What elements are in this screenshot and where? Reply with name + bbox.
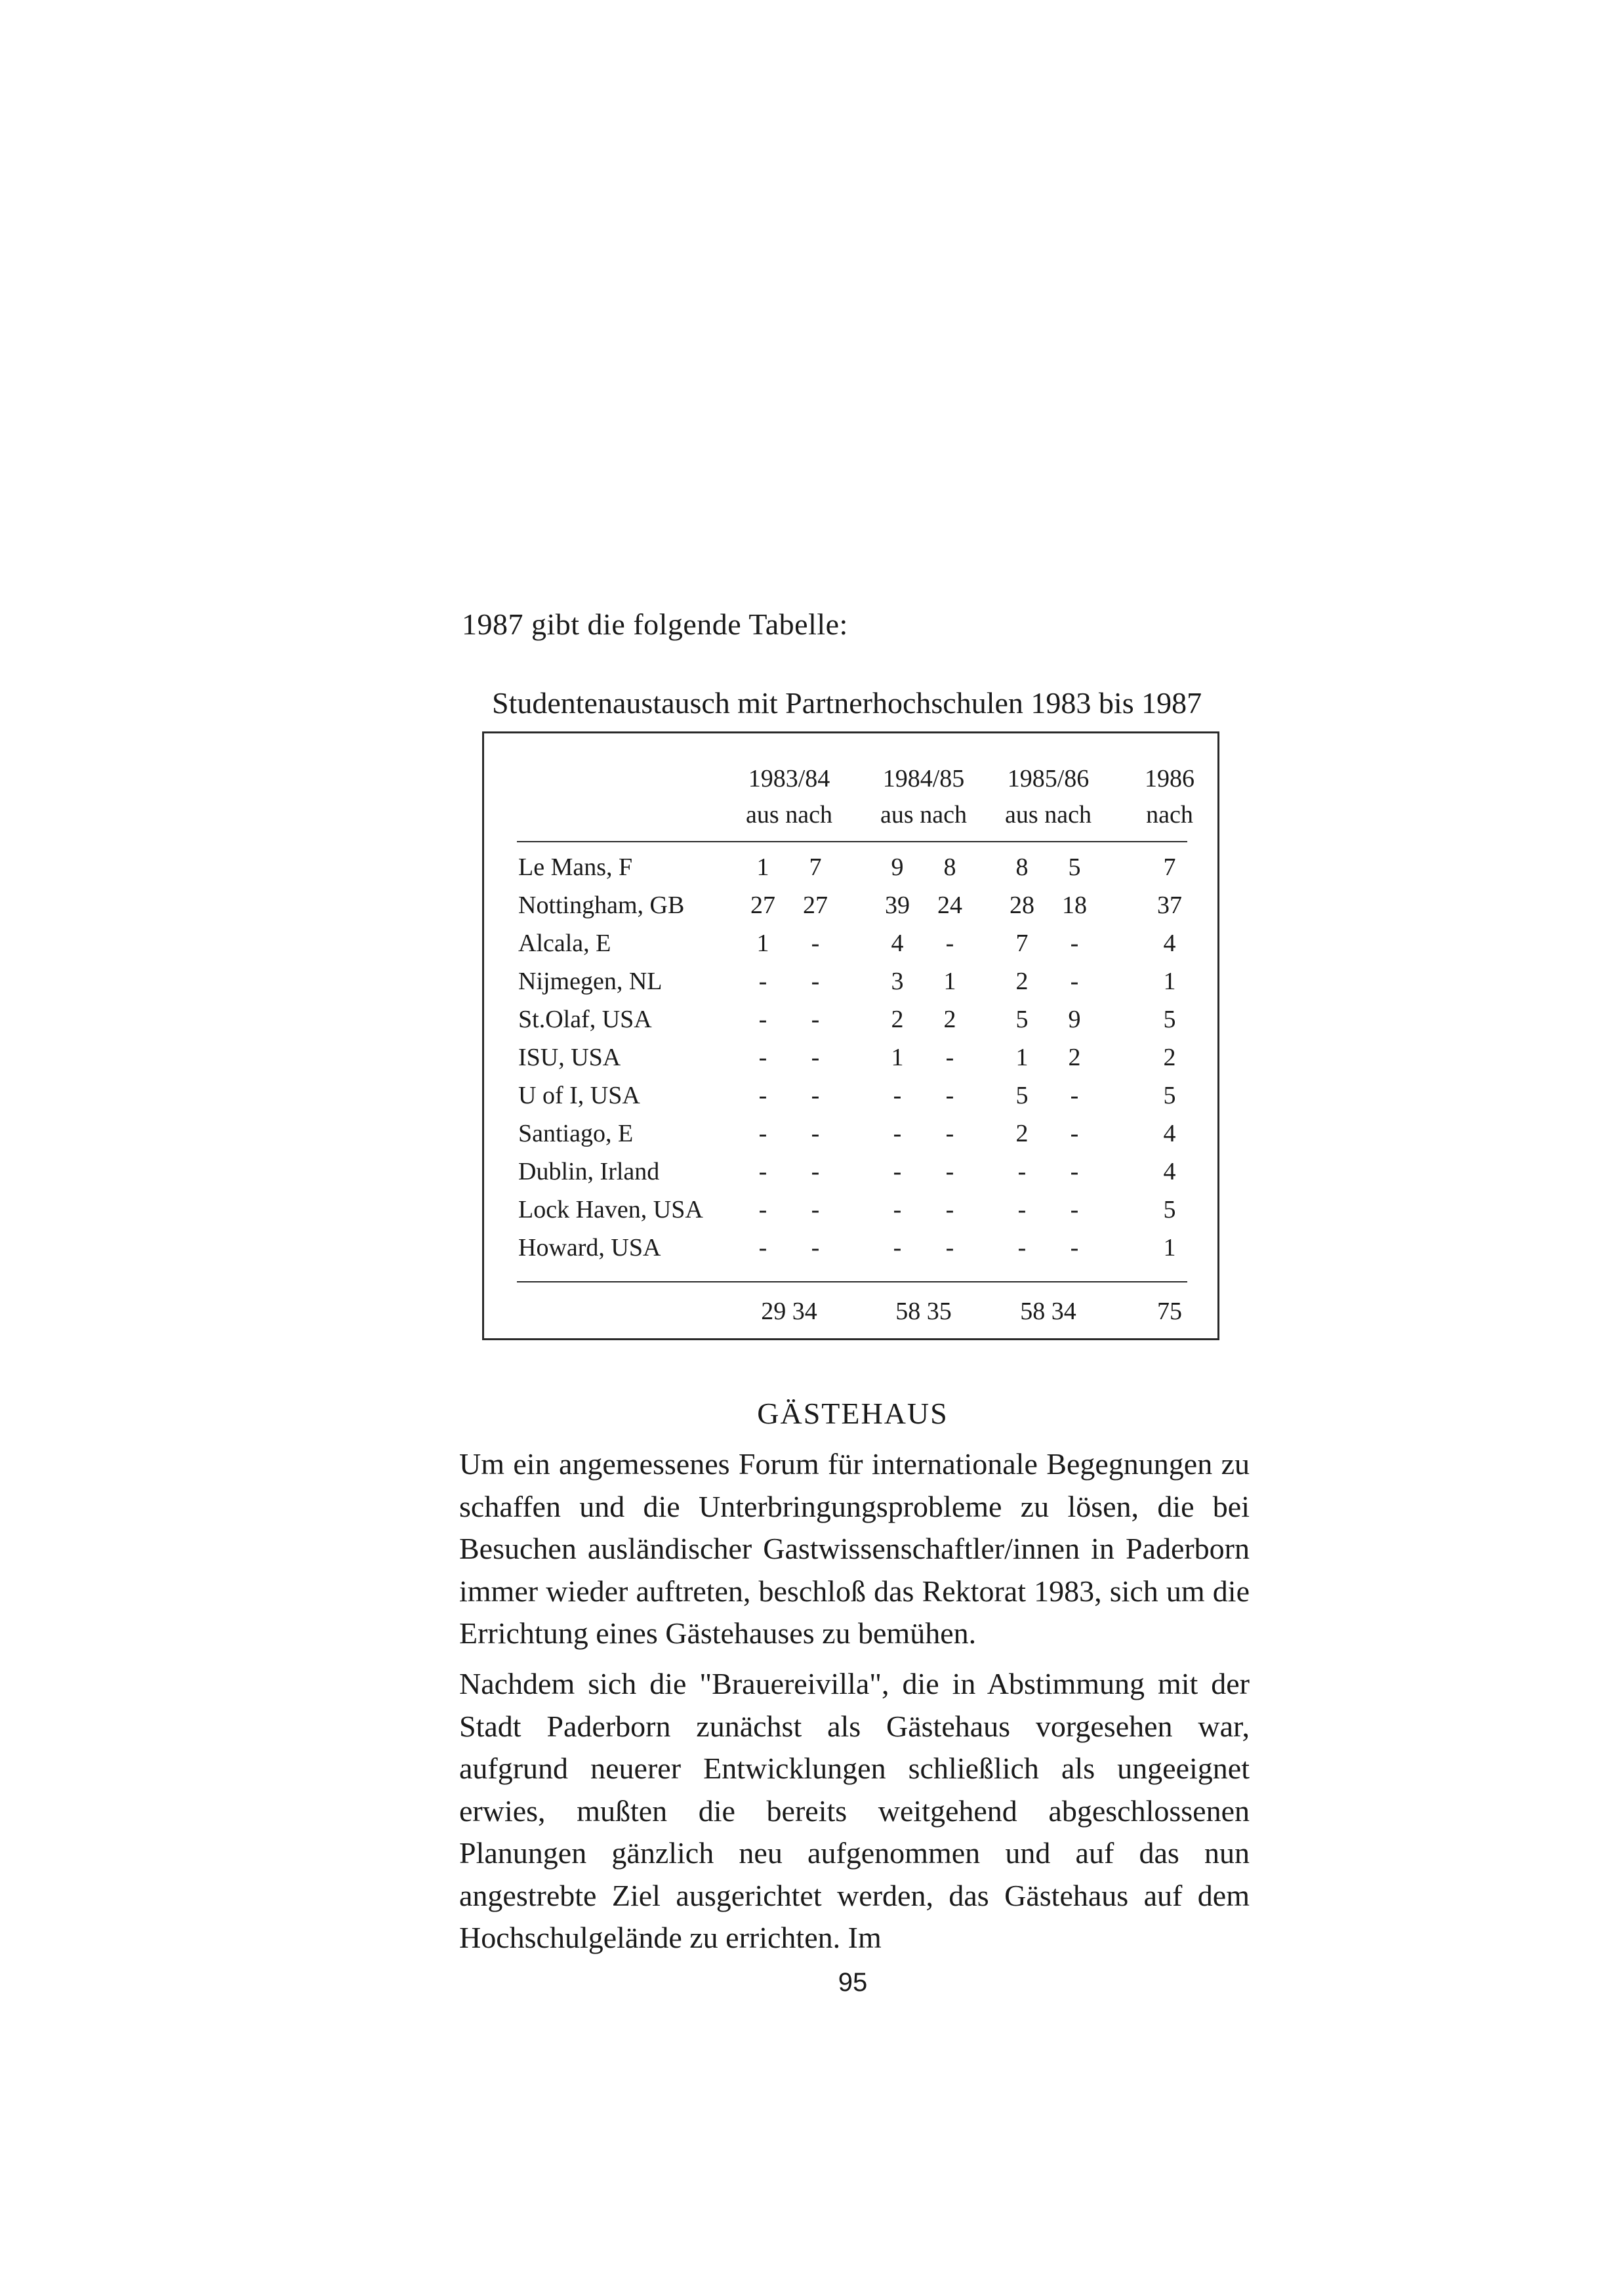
row-value: - xyxy=(893,1196,902,1223)
row-value: - xyxy=(1070,1082,1079,1109)
row-value: - xyxy=(945,930,954,957)
row-value: - xyxy=(1070,968,1079,995)
row-label: Nijmegen, NL xyxy=(518,968,663,995)
row-value: - xyxy=(758,1196,767,1223)
sub-header-1985: aus nach xyxy=(1005,801,1092,829)
row-value: - xyxy=(758,968,767,995)
row-value: - xyxy=(811,968,820,995)
year-header-1983: 1983/84 xyxy=(748,765,830,792)
intro-line: 1987 gibt die folgende Tabelle: xyxy=(462,607,848,641)
row-value: - xyxy=(945,1196,954,1223)
row-value: 4 xyxy=(1163,1120,1176,1147)
row-value: - xyxy=(1070,1120,1079,1147)
row-value: 5 xyxy=(1068,853,1081,881)
row-value: 5 xyxy=(1015,1082,1029,1109)
row-value: 28 xyxy=(1010,892,1034,919)
row-value: 2 xyxy=(1068,1044,1081,1071)
row-value: 7 xyxy=(809,853,822,881)
row-value: - xyxy=(758,1082,767,1109)
row-value: - xyxy=(945,1234,954,1261)
row-value: 18 xyxy=(1062,892,1087,919)
row-value: - xyxy=(811,930,820,957)
row-value: - xyxy=(1017,1196,1027,1223)
row-value: - xyxy=(811,1082,820,1109)
page-number: 95 xyxy=(838,1968,868,1997)
row-value: - xyxy=(945,1158,954,1185)
row-value: - xyxy=(893,1234,902,1261)
row-value: 5 xyxy=(1163,1196,1176,1223)
total-1986: 75 xyxy=(1157,1298,1182,1325)
paragraph-1: Um ein angemessenes Forum für internationale Begegnungen zu schaffen und die Unterbringungsprobleme zu lösen, die bei Besuchen ausländischer Gastwissenschaftler/innen in Paderborn immer wieder auftreten, beschloß das Rektorat 1983, sich um die Errichtung eines Gästehauses zu bemühen. xyxy=(459,1447,1250,1650)
year-header-1986: 1986 xyxy=(1145,765,1194,792)
row-label: Santiago, E xyxy=(518,1120,634,1147)
year-header-1985: 1985/86 xyxy=(1007,765,1090,792)
row-value: - xyxy=(758,1234,767,1261)
row-value: 8 xyxy=(1015,853,1029,881)
exchange-table-grid xyxy=(484,733,1217,1338)
row-value: 5 xyxy=(1163,1082,1176,1109)
row-value: 5 xyxy=(1015,1006,1029,1033)
row-label: Howard, USA xyxy=(518,1234,661,1261)
row-value: - xyxy=(1017,1158,1027,1185)
row-value: 27 xyxy=(803,892,828,919)
row-label: St.Olaf, USA xyxy=(518,1006,652,1033)
row-value: 4 xyxy=(1163,930,1176,957)
row-label: Dublin, Irland xyxy=(518,1158,660,1185)
row-value: - xyxy=(811,1120,820,1147)
row-value: - xyxy=(1070,1158,1079,1185)
sub-header-1986: nach xyxy=(1146,801,1193,829)
row-value: 2 xyxy=(943,1006,956,1033)
row-value: - xyxy=(811,1006,820,1033)
row-label: ISU, USA xyxy=(518,1044,621,1071)
row-value: 8 xyxy=(943,853,956,881)
row-value: 5 xyxy=(1163,1006,1176,1033)
row-value: - xyxy=(758,1006,767,1033)
section-heading: GÄSTEHAUS xyxy=(757,1397,949,1430)
row-value: - xyxy=(893,1158,902,1185)
row-value: 4 xyxy=(1163,1158,1176,1185)
row-value: 1 xyxy=(756,930,769,957)
row-value: 1 xyxy=(1015,1044,1029,1071)
header-rule xyxy=(517,841,1187,842)
row-value: - xyxy=(1017,1234,1027,1261)
row-value: - xyxy=(945,1120,954,1147)
row-value: - xyxy=(1070,1234,1079,1261)
row-label: Alcala, E xyxy=(518,930,611,957)
row-value: 2 xyxy=(891,1006,904,1033)
row-value: 27 xyxy=(750,892,775,919)
row-value: 1 xyxy=(756,853,769,881)
row-value: - xyxy=(811,1158,820,1185)
row-value: 7 xyxy=(1163,853,1176,881)
row-value: 2 xyxy=(1015,968,1029,995)
row-value: 1 xyxy=(1163,1234,1176,1261)
paragraph-2: Nachdem sich die "Brauereivilla", die in Abstimmung mit der Stadt Paderborn zunächst als Gästehaus vorgesehen war, aufgrund neuerer Entwicklungen schließlich als ungeeignet erwies, mußten die bereits weitgehend abgeschlossenen Planungen gänzlich neu aufgenommen und auf das nun angestrebte Ziel ausgerichtet werden, das Gästehaus auf dem Hochschulgelände zu errichten. Im xyxy=(459,1667,1250,1954)
row-value: - xyxy=(811,1044,820,1071)
row-value: 9 xyxy=(891,853,904,881)
sub-header-1983: aus nach xyxy=(746,801,832,829)
total-1984: 58 35 xyxy=(895,1298,952,1325)
row-value: - xyxy=(811,1196,820,1223)
row-value: - xyxy=(945,1082,954,1109)
row-value: 1 xyxy=(1163,968,1176,995)
row-value: - xyxy=(758,1044,767,1071)
row-value: - xyxy=(1070,1196,1079,1223)
row-value: 24 xyxy=(937,892,962,919)
row-value: 1 xyxy=(943,968,956,995)
row-value: - xyxy=(945,1044,954,1071)
row-value: - xyxy=(893,1120,902,1147)
row-value: - xyxy=(758,1120,767,1147)
row-value: 3 xyxy=(891,968,904,995)
row-label: Lock Haven, USA xyxy=(518,1196,703,1223)
row-label: U of I, USA xyxy=(518,1082,640,1109)
row-value: - xyxy=(1070,930,1079,957)
totals-rule xyxy=(517,1281,1187,1282)
row-value: 7 xyxy=(1015,930,1029,957)
row-label: Nottingham, GB xyxy=(518,892,685,919)
row-value: 39 xyxy=(885,892,910,919)
sub-header-1984: aus nach xyxy=(880,801,967,829)
row-value: 2 xyxy=(1163,1044,1176,1071)
row-value: 2 xyxy=(1015,1120,1029,1147)
row-value: 37 xyxy=(1157,892,1182,919)
row-value: 1 xyxy=(891,1044,904,1071)
row-value: - xyxy=(758,1158,767,1185)
total-1985: 58 34 xyxy=(1020,1298,1076,1325)
row-value: - xyxy=(811,1234,820,1261)
row-label: Le Mans, F xyxy=(518,853,633,881)
row-value: 9 xyxy=(1068,1006,1081,1033)
total-1983: 29 34 xyxy=(761,1298,817,1325)
exchange-table xyxy=(482,731,1219,1340)
row-value: 4 xyxy=(891,930,904,957)
year-header-1984: 1984/85 xyxy=(882,765,965,792)
row-value: - xyxy=(893,1082,902,1109)
table-title: Studentenaustausch mit Partnerhochschulen 1983 bis 1987 xyxy=(492,686,1202,720)
